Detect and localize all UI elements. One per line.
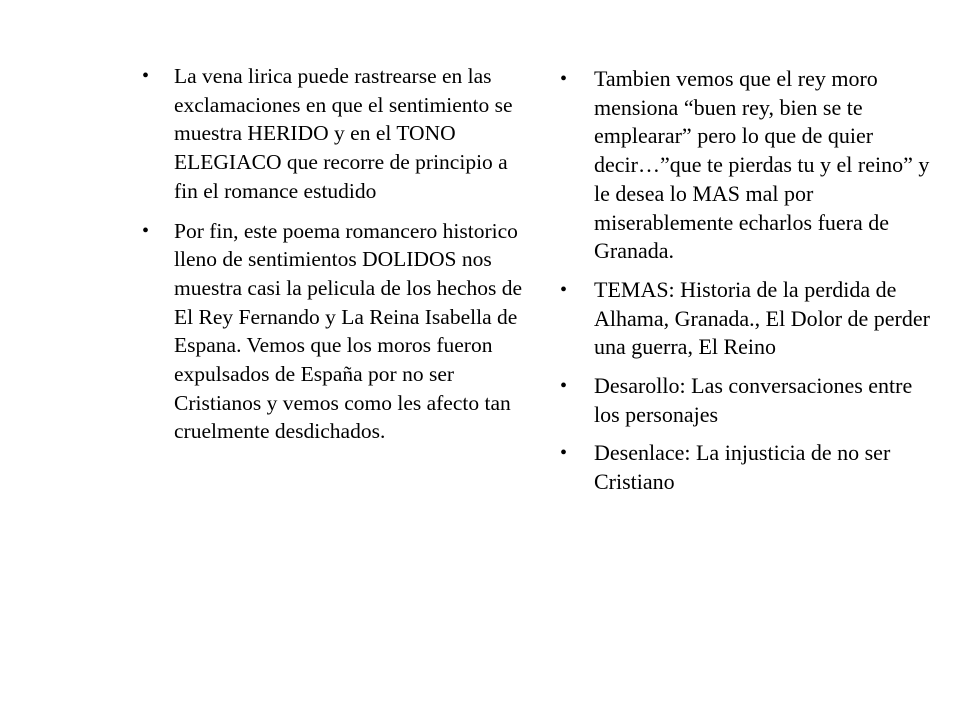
bullet-icon: •: [142, 65, 150, 87]
bullet-text: Por fin, este poema romancero historico lleno de sentimientos DOLIDOS nos muestra casi la pelicula de los hechos de El Rey Fernando y La Reina Isabella de Espana. Vemos que los moros fueron expulsados de España por no ser Cristianos y vemos como les afecto tan cruelmente desdichados.: [174, 218, 523, 444]
bullet-text: TEMAS: Historia de la perdida de Alhama, Granada., El Dolor de perder una guerra, El Reino: [594, 276, 930, 360]
bullet-item-rey-moro: [560, 65, 940, 266]
bullet-text: Tambien vemos que el rey moro mensiona “buen rey, bien se te emplearar” pero lo que de quier decir…”que te pierdas tu y el reino” y le desea lo MAS mal por miserablemente echarlos fuera de Granada.: [594, 66, 930, 264]
bullet-icon: •: [142, 219, 150, 242]
bullet-icon: •: [560, 442, 568, 465]
bullet-item-desenlace: [560, 439, 940, 496]
bullet-item-vena-lirica: [140, 62, 525, 206]
bullet-text: Desarollo: Las conversaciones entre los personajes: [594, 373, 913, 427]
bullet-icon: •: [560, 68, 568, 90]
bullet-item-temas: [560, 276, 940, 362]
left-column-bullet-list: [140, 62, 525, 457]
bullet-text: La vena lirica puede rastrearse en las exclamaciones en que el sentimiento se muestra HERIDO y en el TONO ELEGIACO que recorre de principio a fin el romance estudido: [174, 64, 513, 203]
bullet-icon: •: [560, 278, 568, 301]
bullet-icon: •: [560, 375, 568, 398]
bullet-item-por-fin: [140, 217, 525, 447]
bullet-item-desarollo: [560, 372, 940, 429]
right-column-bullet-list: [560, 65, 940, 507]
bullet-text: Desenlace: La injusticia de no ser Cristiano: [594, 440, 891, 495]
